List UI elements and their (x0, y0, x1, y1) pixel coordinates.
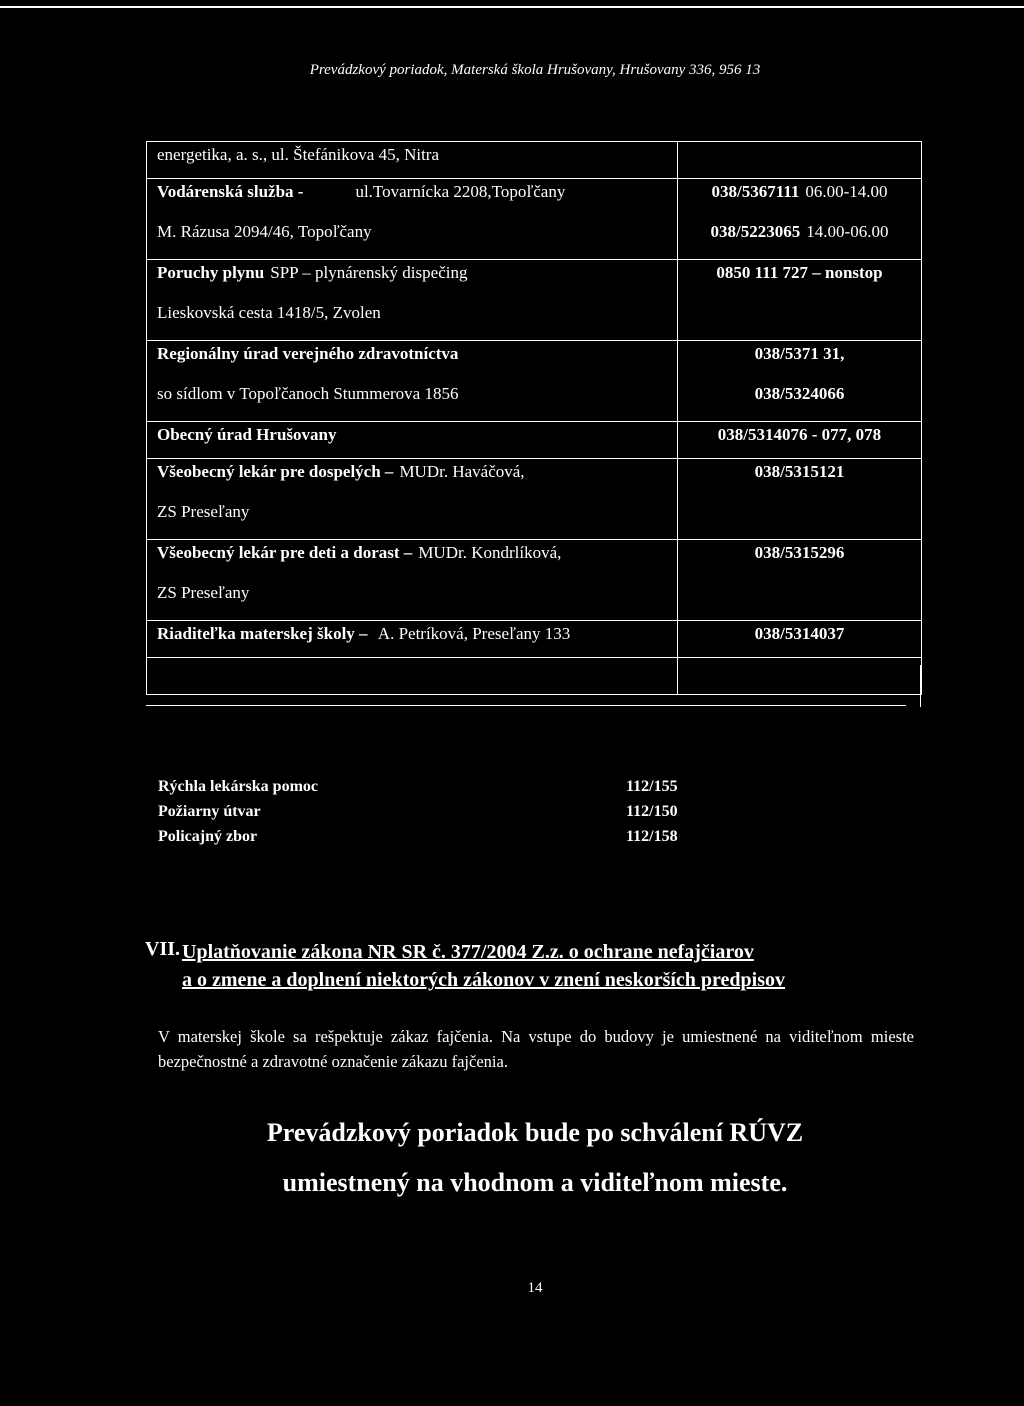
cell-line (157, 381, 667, 421)
emergency-number: 112/155 (626, 778, 678, 795)
bold-label: 038/5223065 (710, 222, 801, 241)
emergency-row (158, 776, 758, 801)
cell-line (688, 219, 911, 259)
table-row (147, 260, 922, 341)
contact-name-cell (147, 142, 678, 179)
section-title-line: a o zmene a doplnení niektorých zákonov v znení neskorších predpisov (182, 969, 786, 991)
table-row (147, 540, 922, 621)
contact-phone-cell (678, 260, 922, 341)
closing-line: Prevádzkový poriadok bude po schválení RÚVZ (266, 1118, 804, 1147)
contact-phone-cell (678, 341, 922, 422)
cell-line (688, 179, 911, 219)
bold-label: Obecný úrad Hrušovany (157, 425, 337, 444)
detail-text: MUDr. Haváčová, (399, 462, 525, 481)
emergency-numbers (158, 776, 758, 851)
contact-phone-cell (678, 621, 922, 658)
cell-line (157, 459, 667, 499)
top-rule (0, 6, 1024, 8)
cell-line (157, 540, 667, 580)
cell-line (688, 341, 911, 381)
cell-line (157, 260, 667, 300)
contact-phone-cell (678, 540, 922, 621)
table-row (147, 658, 922, 695)
cell-line (157, 219, 667, 259)
detail-text: ZS Preseľany (157, 583, 250, 602)
cell-line (157, 300, 667, 340)
bold-label: Riaditeľka materskej školy – (157, 624, 372, 643)
cell-line (688, 621, 911, 657)
closing-statement (0, 1108, 1024, 1208)
emergency-name: Policajný zbor (158, 828, 258, 845)
detail-text: ZS Preseľany (157, 502, 250, 521)
contact-name-cell (147, 341, 678, 422)
detail-text: 06.00-14.00 (805, 182, 888, 201)
bold-label: Regionálny úrad verejného zdravotníctva (157, 344, 459, 363)
bold-label: 038/5324066 (754, 384, 845, 403)
emergency-name: Rýchla lekárska pomoc (158, 778, 318, 795)
cell-line (688, 381, 911, 421)
contact-name-cell (147, 658, 678, 695)
table-row (147, 341, 922, 422)
section-title-line: Uplatňovanie zákona NR SR č. 377/2004 Z.z. o ochrane nefajčiarov (182, 941, 754, 963)
detail-text: M. Rázusa 2094/46, Topoľčany (157, 222, 372, 241)
emergency-name: Požiarny útvar (158, 803, 261, 820)
bold-label: Všeobecný lekár pre dospelých – (157, 462, 394, 481)
detail-text: energetika, a. s., ul. Štefánikova 45, Nitra (157, 145, 439, 164)
emergency-number: 112/150 (626, 803, 678, 820)
detail-text: A. Petríková, Preseľany 133 (377, 624, 571, 643)
contact-name-cell (147, 540, 678, 621)
contact-name-cell (147, 179, 678, 260)
cell-line (157, 341, 667, 381)
cell-line (157, 621, 667, 657)
bold-label: 0850 111 727 – nonstop (716, 263, 883, 282)
emergency-number: 112/158 (626, 828, 678, 845)
detail-text: Lieskovská cesta 1418/5, Zvolen (157, 303, 381, 322)
bold-label: 038/5314076 - 077, 078 (717, 425, 882, 444)
bold-label: Poruchy plynu (157, 263, 265, 282)
contact-phone-cell (678, 459, 922, 540)
detail-text: so sídlom v Topoľčanoch Stummerova 1856 (157, 384, 459, 403)
contact-name-cell (147, 260, 678, 341)
closing-line: umiestnený na vhodnom a viditeľnom mieste. (282, 1168, 788, 1197)
bold-label: 038/5314037 (754, 624, 845, 643)
cell-line (688, 499, 911, 539)
running-header: Prevádzkový poriadok, Materská škola Hrušovany, Hrušovany 336, 956 13 (309, 62, 761, 78)
cell-line (157, 580, 667, 620)
contact-name-cell (147, 621, 678, 658)
contact-phone-cell (678, 179, 922, 260)
bold-label: Všeobecný lekár pre deti a dorast – (157, 543, 413, 562)
detail-text: SPP – plynárenský dispečing (270, 263, 468, 282)
detail-text: MUDr. Kondrlíková, (418, 543, 562, 562)
section-paragraph: V materskej škole sa rešpektuje zákaz fajčenia. Na vstupe do budovy je umiestnené na viditeľnom mieste bezpečnostné a zdravotné označenie zákazu fajčenia. (158, 1027, 914, 1071)
detail-text: ul.Tovarnícka 2208,Topoľčany (355, 182, 566, 201)
cell-line (157, 658, 667, 694)
contact-phone-cell (678, 142, 922, 179)
bold-label: Vodárenská služba - (157, 182, 304, 201)
section-title (182, 938, 972, 994)
contact-name-cell (147, 422, 678, 459)
cell-line (688, 300, 911, 340)
contact-phone-cell (678, 422, 922, 459)
cell-line (688, 422, 911, 458)
emergency-row (158, 801, 758, 826)
cell-line (157, 499, 667, 539)
table-row (147, 621, 922, 658)
bold-label: 038/5367111 (711, 182, 800, 201)
contact-name-cell (147, 459, 678, 540)
cell-line (688, 580, 911, 620)
cell-line (688, 459, 911, 499)
emergency-row (158, 826, 758, 851)
contacts-table (146, 141, 922, 695)
table-right-edge (920, 665, 921, 707)
contact-phone-cell (678, 658, 922, 695)
cell-line (688, 658, 911, 694)
table-row (147, 459, 922, 540)
detail-text: 14.00-06.00 (806, 222, 889, 241)
cell-line (688, 260, 911, 300)
cell-line (157, 142, 667, 178)
cell-line (157, 179, 667, 219)
table-row (147, 422, 922, 459)
table-row (147, 179, 922, 260)
cell-line (688, 142, 911, 178)
table-row (147, 142, 922, 179)
bold-label: 038/5315296 (754, 543, 845, 562)
section-number: VII. (145, 938, 181, 960)
bold-label: 038/5315121 (754, 462, 845, 481)
cell-line (157, 422, 667, 458)
table-bottom-rule (146, 705, 906, 706)
cell-line (688, 540, 911, 580)
bold-label: 038/5371 31, (754, 344, 845, 363)
page-number: 14 (527, 1280, 543, 1296)
